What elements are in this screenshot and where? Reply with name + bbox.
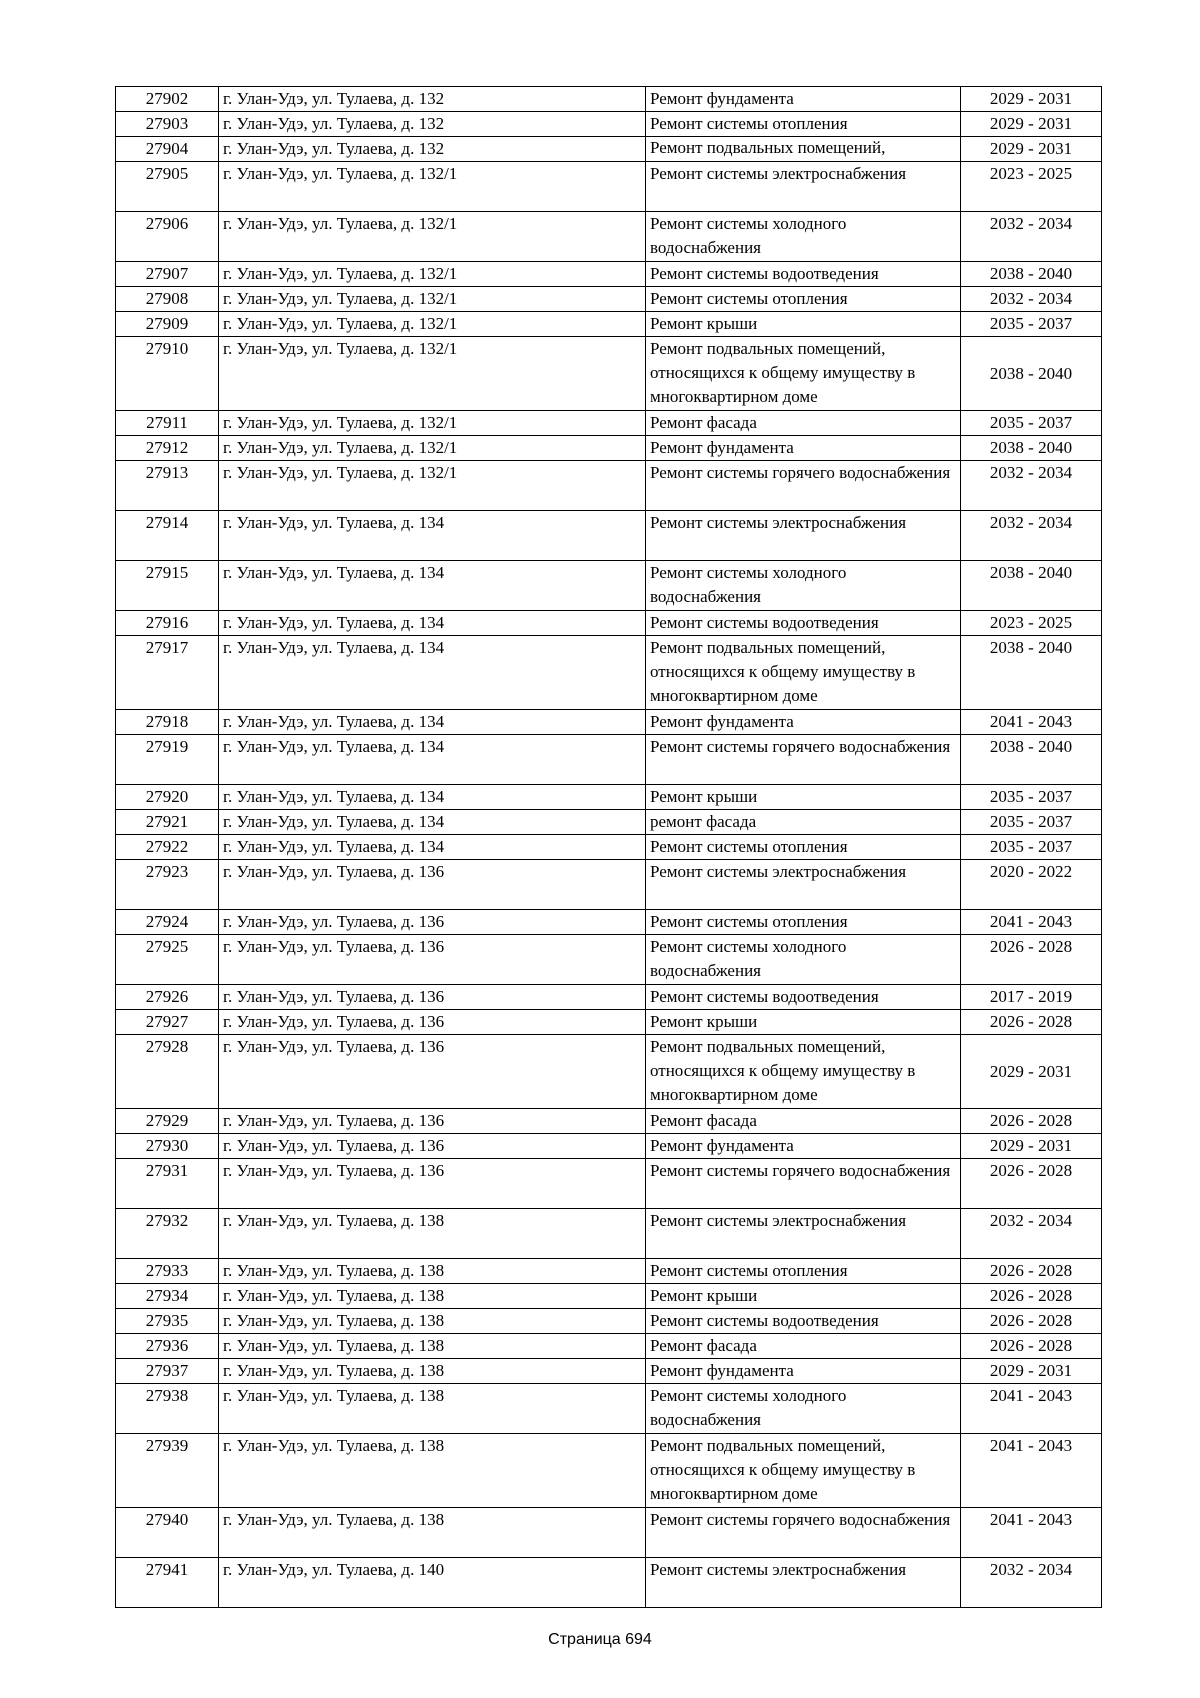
row-period: 2023 - 2025 [961, 611, 1102, 636]
row-address: г. Улан-Удэ, ул. Тулаева, д. 138 [219, 1508, 646, 1558]
table-row [116, 511, 1102, 561]
row-number: 27913 [116, 461, 219, 511]
row-address: г. Улан-Удэ, ул. Тулаева, д. 136 [219, 1134, 646, 1159]
row-period: 2026 - 2028 [961, 1309, 1102, 1334]
row-period: 2038 - 2040 [961, 561, 1102, 611]
row-period: 2026 - 2028 [961, 1109, 1102, 1134]
row-period: 2035 - 2037 [961, 810, 1102, 835]
table-row [116, 312, 1102, 337]
row-address: г. Улан-Удэ, ул. Тулаева, д. 134 [219, 511, 646, 561]
table-row [116, 1010, 1102, 1035]
row-number: 27928 [116, 1035, 219, 1109]
row-period: 2038 - 2040 [961, 262, 1102, 287]
row-period: 2029 - 2031 [961, 1035, 1102, 1109]
row-work-type: Ремонт системы холодного водоснабжения [646, 1384, 961, 1434]
row-address: г. Улан-Удэ, ул. Тулаева, д. 132/1 [219, 337, 646, 411]
table-row [116, 1209, 1102, 1259]
row-address: г. Улан-Удэ, ул. Тулаева, д. 136 [219, 1109, 646, 1134]
table-row [116, 137, 1102, 162]
row-address: г. Улан-Удэ, ул. Тулаева, д. 138 [219, 1434, 646, 1508]
table-row [116, 1309, 1102, 1334]
row-number: 27937 [116, 1359, 219, 1384]
row-address: г. Улан-Удэ, ул. Тулаева, д. 136 [219, 860, 646, 910]
row-period: 2017 - 2019 [961, 985, 1102, 1010]
row-work-type: Ремонт подвальных помещений, относящихся к общему имуществу в многоквартирном доме [646, 1434, 961, 1508]
table-row [116, 1384, 1102, 1434]
row-address: г. Улан-Удэ, ул. Тулаева, д. 132/1 [219, 312, 646, 337]
row-work-type: Ремонт подвальных помещений, относящихся к общему имуществу в многоквартирном доме [646, 636, 961, 710]
table-row [116, 860, 1102, 910]
row-number: 27916 [116, 611, 219, 636]
row-address: г. Улан-Удэ, ул. Тулаева, д. 138 [219, 1359, 646, 1384]
row-address: г. Улан-Удэ, ул. Тулаева, д. 136 [219, 1159, 646, 1209]
row-period: 2032 - 2034 [961, 1209, 1102, 1259]
row-address: г. Улан-Удэ, ул. Тулаева, д. 134 [219, 636, 646, 710]
page-number: Страница 694 [548, 1631, 652, 1648]
row-work-type: Ремонт системы отопления [646, 835, 961, 860]
row-period: 2041 - 2043 [961, 1434, 1102, 1508]
row-period: 2032 - 2034 [961, 461, 1102, 511]
table-row [116, 785, 1102, 810]
row-number: 27920 [116, 785, 219, 810]
row-work-type: Ремонт системы холодного водоснабжения [646, 935, 961, 985]
table-row [116, 636, 1102, 710]
row-period: 2035 - 2037 [961, 312, 1102, 337]
row-period: 2038 - 2040 [961, 636, 1102, 710]
row-work-type: Ремонт системы электроснабжения [646, 860, 961, 910]
row-period: 2041 - 2043 [961, 710, 1102, 735]
row-period: 2032 - 2034 [961, 212, 1102, 262]
table-row [116, 985, 1102, 1010]
row-address: г. Улан-Удэ, ул. Тулаева, д. 132/1 [219, 212, 646, 262]
row-address: г. Улан-Удэ, ул. Тулаева, д. 136 [219, 985, 646, 1010]
row-number: 27927 [116, 1010, 219, 1035]
row-number: 27904 [116, 137, 219, 162]
row-address: г. Улан-Удэ, ул. Тулаева, д. 134 [219, 735, 646, 785]
row-number: 27938 [116, 1384, 219, 1434]
row-number: 27929 [116, 1109, 219, 1134]
table-row [116, 212, 1102, 262]
row-work-type: Ремонт системы горячего водоснабжения [646, 461, 961, 511]
row-work-type: Ремонт фасада [646, 1334, 961, 1359]
table-row [116, 1284, 1102, 1309]
table-row [116, 1558, 1102, 1608]
table-row [116, 1434, 1102, 1508]
row-work-type: Ремонт системы водоотведения [646, 1309, 961, 1334]
table-row [116, 287, 1102, 312]
row-address: г. Улан-Удэ, ул. Тулаева, д. 134 [219, 611, 646, 636]
row-work-type: Ремонт системы холодного водоснабжения [646, 561, 961, 611]
row-address: г. Улан-Удэ, ул. Тулаева, д. 136 [219, 910, 646, 935]
row-address: г. Улан-Удэ, ул. Тулаева, д. 136 [219, 1035, 646, 1109]
row-period: 2026 - 2028 [961, 1159, 1102, 1209]
row-period: 2035 - 2037 [961, 411, 1102, 436]
row-work-type: Ремонт системы электроснабжения [646, 1209, 961, 1259]
row-work-type: Ремонт системы отопления [646, 287, 961, 312]
row-address: г. Улан-Удэ, ул. Тулаева, д. 132 [219, 137, 646, 162]
row-address: г. Улан-Удэ, ул. Тулаева, д. 132/1 [219, 436, 646, 461]
row-work-type: Ремонт крыши [646, 1284, 961, 1309]
row-number: 27925 [116, 935, 219, 985]
table-row [116, 611, 1102, 636]
row-number: 27918 [116, 710, 219, 735]
row-work-type: Ремонт системы электроснабжения [646, 1558, 961, 1608]
row-number: 27921 [116, 810, 219, 835]
row-address: г. Улан-Удэ, ул. Тулаева, д. 138 [219, 1209, 646, 1259]
row-work-type: Ремонт подвальных помещений, относящихся к общему имуществу в многоквартирном доме [646, 337, 961, 411]
row-number: 27906 [116, 212, 219, 262]
table-row [116, 411, 1102, 436]
row-work-type: Ремонт системы отопления [646, 910, 961, 935]
row-period: 2029 - 2031 [961, 112, 1102, 137]
row-period: 2032 - 2034 [961, 287, 1102, 312]
table-row [116, 112, 1102, 137]
row-period: 2023 - 2025 [961, 162, 1102, 212]
row-work-type: Ремонт системы горячего водоснабжения [646, 735, 961, 785]
row-number: 27922 [116, 835, 219, 860]
row-work-type: ремонт фасада [646, 810, 961, 835]
row-period: 2026 - 2028 [961, 1259, 1102, 1284]
row-number: 27917 [116, 636, 219, 710]
repair-schedule-table [115, 86, 1102, 1608]
row-number: 27935 [116, 1309, 219, 1334]
row-number: 27923 [116, 860, 219, 910]
row-work-type: Ремонт системы отопления [646, 112, 961, 137]
row-address: г. Улан-Удэ, ул. Тулаева, д. 132/1 [219, 411, 646, 436]
row-period: 2041 - 2043 [961, 910, 1102, 935]
row-address: г. Улан-Удэ, ул. Тулаева, д. 132 [219, 87, 646, 112]
row-number: 27939 [116, 1434, 219, 1508]
row-work-type: Ремонт системы холодного водоснабжения [646, 212, 961, 262]
row-address: г. Улан-Удэ, ул. Тулаева, д. 138 [219, 1259, 646, 1284]
row-work-type: Ремонт системы водоотведения [646, 611, 961, 636]
table-row [116, 1134, 1102, 1159]
row-work-type: Ремонт системы электроснабжения [646, 162, 961, 212]
row-period: 2020 - 2022 [961, 860, 1102, 910]
row-address: г. Улан-Удэ, ул. Тулаева, д. 134 [219, 835, 646, 860]
row-address: г. Улан-Удэ, ул. Тулаева, д. 140 [219, 1558, 646, 1608]
row-period: 2038 - 2040 [961, 337, 1102, 411]
row-number: 27907 [116, 262, 219, 287]
table-row [116, 910, 1102, 935]
row-number: 27940 [116, 1508, 219, 1558]
row-work-type: Ремонт системы водоотведения [646, 262, 961, 287]
table-row [116, 1159, 1102, 1209]
row-work-type-text: Ремонт подвальных помещений, [650, 138, 886, 157]
row-work-type: Ремонт крыши [646, 785, 961, 810]
row-number: 27914 [116, 511, 219, 561]
row-number: 27903 [116, 112, 219, 137]
row-period: 2035 - 2037 [961, 835, 1102, 860]
row-work-type: Ремонт крыши [646, 312, 961, 337]
row-period: 2026 - 2028 [961, 935, 1102, 985]
table-row [116, 735, 1102, 785]
row-period: 2035 - 2037 [961, 785, 1102, 810]
row-number: 27919 [116, 735, 219, 785]
row-number: 27936 [116, 1334, 219, 1359]
row-address: г. Улан-Удэ, ул. Тулаева, д. 138 [219, 1284, 646, 1309]
table-row [116, 436, 1102, 461]
row-period: 2032 - 2034 [961, 1558, 1102, 1608]
table-row [116, 337, 1102, 411]
table-body [116, 87, 1102, 1608]
row-period: 2026 - 2028 [961, 1284, 1102, 1309]
row-period: 2029 - 2031 [961, 87, 1102, 112]
row-work-type: Ремонт системы водоотведения [646, 985, 961, 1010]
table-row [116, 1109, 1102, 1134]
row-number: 27941 [116, 1558, 219, 1608]
table-row [116, 710, 1102, 735]
row-number: 27909 [116, 312, 219, 337]
row-work-type: Ремонт системы отопления [646, 1259, 961, 1284]
row-number: 27926 [116, 985, 219, 1010]
table-row [116, 1259, 1102, 1284]
row-address: г. Улан-Удэ, ул. Тулаева, д. 138 [219, 1309, 646, 1334]
row-number: 27931 [116, 1159, 219, 1209]
table-row [116, 262, 1102, 287]
row-work-type: Ремонт фундамента [646, 1134, 961, 1159]
row-number: 27924 [116, 910, 219, 935]
row-period: 2038 - 2040 [961, 436, 1102, 461]
row-address: г. Улан-Удэ, ул. Тулаева, д. 134 [219, 710, 646, 735]
table-row [116, 162, 1102, 212]
row-period: 2026 - 2028 [961, 1010, 1102, 1035]
table-row [116, 87, 1102, 112]
row-address: г. Улан-Удэ, ул. Тулаева, д. 136 [219, 1010, 646, 1035]
row-work-type: Ремонт подвальных помещений, относящихся к общему имуществу в многоквартирном доме [646, 1035, 961, 1109]
table-row [116, 810, 1102, 835]
row-address: г. Улан-Удэ, ул. Тулаева, д. 136 [219, 935, 646, 985]
row-period: 2038 - 2040 [961, 735, 1102, 785]
row-number: 27933 [116, 1259, 219, 1284]
row-work-type: Ремонт фундамента [646, 1359, 961, 1384]
row-number: 27905 [116, 162, 219, 212]
table-row [116, 1508, 1102, 1558]
row-work-type [646, 137, 961, 162]
row-address: г. Улан-Удэ, ул. Тулаева, д. 134 [219, 785, 646, 810]
row-address: г. Улан-Удэ, ул. Тулаева, д. 134 [219, 810, 646, 835]
row-work-type: Ремонт фундамента [646, 436, 961, 461]
row-period: 2026 - 2028 [961, 1334, 1102, 1359]
table-row [116, 1359, 1102, 1384]
table-row [116, 461, 1102, 511]
table-row [116, 1035, 1102, 1109]
row-period: 2041 - 2043 [961, 1508, 1102, 1558]
row-number: 27902 [116, 87, 219, 112]
row-number: 27910 [116, 337, 219, 411]
row-work-type: Ремонт фундамента [646, 710, 961, 735]
table-row [116, 835, 1102, 860]
row-work-type: Ремонт системы горячего водоснабжения [646, 1159, 961, 1209]
row-number: 27908 [116, 287, 219, 312]
row-number: 27930 [116, 1134, 219, 1159]
row-address: г. Улан-Удэ, ул. Тулаева, д. 132 [219, 112, 646, 137]
row-address: г. Улан-Удэ, ул. Тулаева, д. 132/1 [219, 162, 646, 212]
row-address: г. Улан-Удэ, ул. Тулаева, д. 132/1 [219, 461, 646, 511]
row-work-type: Ремонт фасада [646, 411, 961, 436]
row-work-type: Ремонт фасада [646, 1109, 961, 1134]
row-number: 27911 [116, 411, 219, 436]
row-address: г. Улан-Удэ, ул. Тулаева, д. 134 [219, 561, 646, 611]
row-number: 27932 [116, 1209, 219, 1259]
row-period: 2041 - 2043 [961, 1384, 1102, 1434]
row-address: г. Улан-Удэ, ул. Тулаева, д. 138 [219, 1334, 646, 1359]
row-work-type: Ремонт крыши [646, 1010, 961, 1035]
table-row [116, 1334, 1102, 1359]
row-number: 27912 [116, 436, 219, 461]
row-period: 2032 - 2034 [961, 511, 1102, 561]
row-number: 27934 [116, 1284, 219, 1309]
row-work-type: Ремонт системы горячего водоснабжения [646, 1508, 961, 1558]
row-period: 2029 - 2031 [961, 137, 1102, 162]
table-row [116, 561, 1102, 611]
row-address: г. Улан-Удэ, ул. Тулаева, д. 138 [219, 1384, 646, 1434]
row-work-type: Ремонт системы электроснабжения [646, 511, 961, 561]
row-period: 2029 - 2031 [961, 1359, 1102, 1384]
row-period: 2029 - 2031 [961, 1134, 1102, 1159]
row-address: г. Улан-Удэ, ул. Тулаева, д. 132/1 [219, 287, 646, 312]
row-address: г. Улан-Удэ, ул. Тулаева, д. 132/1 [219, 262, 646, 287]
table-row [116, 935, 1102, 985]
row-work-type: Ремонт фундамента [646, 87, 961, 112]
row-number: 27915 [116, 561, 219, 611]
